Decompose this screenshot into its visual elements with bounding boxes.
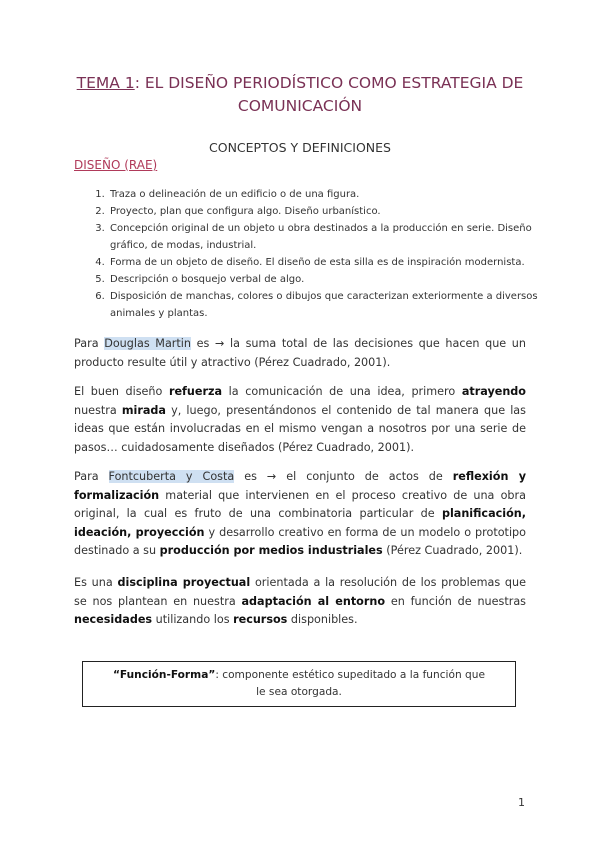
- rae-heading: DISEÑO (RAE): [74, 158, 158, 172]
- highlighted-author: Douglas Martin: [104, 337, 191, 350]
- definitions-list: [74, 186, 568, 322]
- paragraph-buen-diseno: El buen diseño refuerza la comunicación de una idea, primero atrayendo nuestra mirada y, luego, presentándonos el contenido de tal manera que las ideas que están involucradas en el mismo vengan a nosotros por una serie de pasos… cuidadosamente diseñados (Pérez Cuadrado, 2001).: [74, 385, 526, 454]
- page-number: 1: [518, 796, 525, 809]
- definition-item: 1. Traza o delineación de un edificio o de una figura.: [108, 186, 568, 203]
- title-line2: COMUNICACIÓN: [237, 97, 363, 115]
- paragraph-fontcuberta-costa: Para Fontcuberta y Costa es → el conjunto de actos de reflexión y formalización material que intervienen en el proceso creativo de una obra original, la cual es fruto de una combinatoria particular de planificación, ideación, proyección y desarrollo creativo en forma de un modelo o prototipo destinado a su producción por medios industriales (Pérez Cuadrado, 2001).: [74, 470, 527, 557]
- definition-item: 4. Forma de un objeto de diseño. El diseño de esta silla es de inspiración modernista.: [108, 254, 568, 271]
- section-subtitle: CONCEPTOS Y DEFINICIONES: [209, 140, 391, 155]
- paragraph-disciplina-proyectual: Es una disciplina proyectual orientada a la resolución de los problemas que se nos plantean en nuestra adaptación al entorno en función de nuestras necesidades utilizando los recursos disponibles.: [74, 576, 527, 626]
- document-title: [0, 72, 600, 118]
- paragraph-douglas-martin: Para Douglas Martin es → la suma total de las decisiones que hacen que un producto resulte útil y atractivo (Pérez Cuadrado, 2001).: [74, 337, 526, 369]
- title-topic-label: TEMA 1: [76, 74, 135, 92]
- definition-item: 6. Disposición de manchas, colores o dibujos que caracterizan exteriormente a diversos animales y plantas.: [108, 288, 568, 322]
- highlighted-author: Fontcuberta y Costa: [108, 470, 235, 483]
- definition-item: 5. Descripción o bosquejo verbal de algo.: [108, 271, 568, 288]
- function-form-callout: “Función-Forma”: componente estético supeditado a la función que le sea otorgada.: [82, 661, 516, 707]
- title-line1: : EL DISEÑO PERIODÍSTICO COMO ESTRATEGIA DE: [134, 74, 524, 92]
- definition-item: 3. Concepción original de un objeto u obra destinados a la producción en serie. Diseño gráfico, de modas, industrial.: [108, 220, 568, 254]
- definition-item: 2. Proyecto, plan que configura algo. Diseño urbanístico.: [108, 203, 568, 220]
